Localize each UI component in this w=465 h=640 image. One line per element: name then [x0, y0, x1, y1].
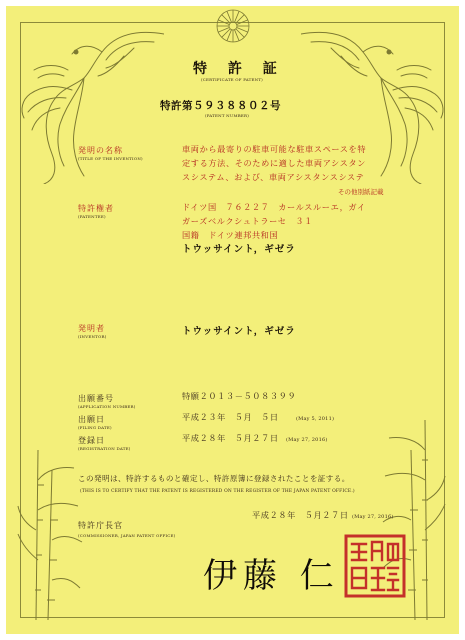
certification-date: 平成２８年 ５月２７日: [252, 510, 349, 520]
commissioner-signature: 伊藤 仁: [203, 556, 340, 596]
invention-title-line-1: 車両から最寄りの駐車可能な駐車スペースを特: [182, 144, 367, 154]
patentee-nationality: 国籍 ドイツ連邦共和国: [182, 230, 279, 240]
official-seal-icon: [344, 534, 406, 598]
patentee-address-line-2: ガーズベルクシュトラーセ ３１: [182, 216, 313, 226]
commissioner-label: 特許庁長官: [78, 521, 123, 530]
certification-text-en: (THIS IS TO CERTIFY THAT THE PATENT IS REGISTERED ON THE REGISTER OF THE JAPAN PATENT OFFICE.): [80, 489, 355, 494]
invention-title-label: 発明の名称: [78, 146, 123, 155]
patentee-address-line-1: ドイツ国 ７６２２７ カールスルーエ，ガイ: [182, 202, 366, 212]
patent-number: 特許第５９３８８０２号: [160, 100, 281, 112]
filing-date-label-en: (FILING DATE): [78, 425, 112, 430]
registration-date-label-en: (REGISTRATION DATE): [78, 446, 131, 451]
bamboo-icon: [16, 440, 86, 620]
application-number-label: 出願番号: [78, 394, 114, 403]
commissioner-label-en: (COMMISSIONER, JAPAN PATENT OFFICE): [78, 533, 176, 538]
patentee-label: 特許権者: [78, 204, 114, 213]
certificate-title-en: (CERTIFICATE OF PATENT): [201, 77, 263, 82]
invention-title-line-2: 定する方法、そのために適した車両アシスタン: [182, 158, 366, 168]
invention-title-label-en: (TITLE OF THE INVENTION): [78, 156, 143, 161]
patentee-name: トウッサイント，ギゼラ: [182, 244, 296, 255]
inventor-name: トウッサイント，ギゼラ: [182, 326, 296, 337]
registration-date-value-en: (May 27, 2016): [286, 437, 328, 443]
invention-title-line-3: スシステム、および、車両アシスタンスシステ: [182, 172, 365, 182]
certification-date-en: (May 27, 2016): [352, 514, 394, 520]
invention-title-note: その他別紙記載: [338, 188, 384, 196]
application-number-value: 特願２０１３－５０８３９９: [182, 391, 297, 401]
inventor-label-en: (INVENTOR): [78, 334, 107, 339]
patentee-label-en: (PATENTEE): [78, 214, 106, 219]
registration-date-label: 登録日: [78, 436, 105, 445]
chrysanthemum-emblem-icon: [215, 8, 251, 44]
filing-date-value: 平成２３年 ５月 ５日: [182, 412, 279, 422]
filing-date-label: 出願日: [78, 415, 105, 424]
registration-date-value: 平成２８年 ５月２７日: [182, 433, 279, 443]
certificate-title: 特 許 証: [193, 61, 285, 77]
certification-text: この発明は、特許するものと確定し、特許原簿に登録されたことを証する。: [78, 474, 350, 483]
application-number-label-en: (APPLICATION NUMBER): [78, 404, 136, 409]
patent-number-en: (PATENT NUMBER): [205, 113, 249, 118]
inventor-label: 発明者: [78, 324, 105, 333]
filing-date-value-en: (May 5, 2011): [296, 416, 335, 422]
